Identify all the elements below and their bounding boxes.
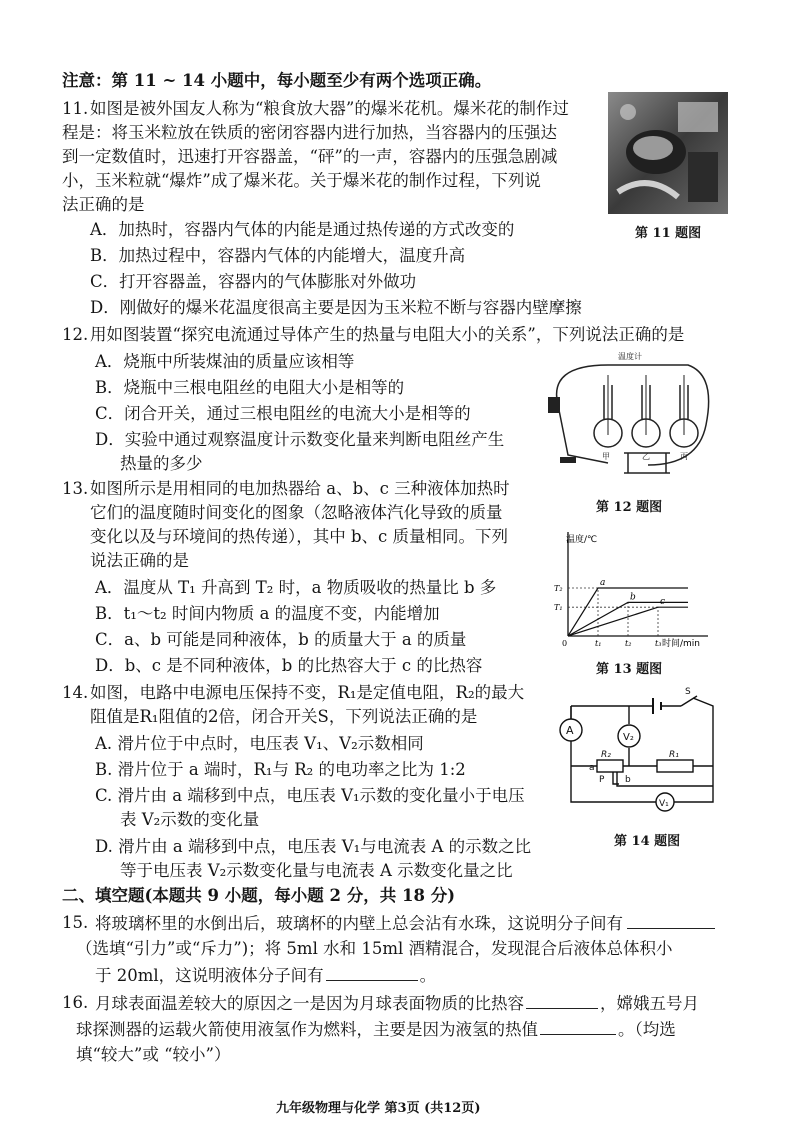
q12-option-c: C．闭合开关，通过三根电阻丝的电流大小是相等的 bbox=[95, 404, 471, 423]
q14-option-c: C. 滑片由 a 端移到中点，电压表 V₁示数的变化量小于电压 bbox=[95, 786, 525, 805]
q11-stem-line: 法正确的是 bbox=[62, 195, 145, 214]
answer-blank[interactable] bbox=[526, 992, 598, 1009]
question-number-15: 15. bbox=[62, 913, 89, 932]
q13-option-a: A．温度从 T₁ 升高到 T₂ 时，a 物质吸收的热量比 b 多 bbox=[95, 578, 497, 597]
q13-stem-line: 变化以及与环境间的热传递），其中 b、c 质量相同。下列 bbox=[90, 527, 509, 546]
popcorn-machine-photo bbox=[608, 92, 728, 214]
switch-s-label: S bbox=[685, 687, 691, 697]
q11-option-a: A．加热时，容器内气体的内能是通过热传递的方式改变的 bbox=[90, 220, 515, 239]
series-label-a: a bbox=[600, 578, 606, 588]
series-label-b: b bbox=[630, 592, 636, 603]
figure-caption-12: 第 12 题图 bbox=[596, 500, 663, 515]
voltmeter-v1-label: V₁ bbox=[659, 799, 669, 809]
q13-stem-line: 它们的温度随时间变化的图象（忽略液体汽化导致的质量 bbox=[90, 503, 503, 522]
q11-stem-line: 程是：将玉米粒放在铁质的密闭容器内进行加热，当容器内的压强达 bbox=[62, 123, 557, 142]
slider-p-label: P bbox=[599, 775, 605, 785]
note-line: 注意：第 11 ~ 14 小题中，每小题至少有两个选项正确。 bbox=[62, 71, 492, 90]
q14-stem-line: 阻值是R₁阻值的2倍，闭合开关S，下列说法正确的是 bbox=[90, 707, 478, 726]
answer-blank[interactable] bbox=[540, 1018, 616, 1035]
figure-caption-13: 第 13 题图 bbox=[596, 662, 663, 677]
q15-line: （选填“引力”或“斥力”)；将 5ml 水和 15ml 酒精混合，发现混合后液体总体积小 bbox=[76, 939, 673, 958]
q12-stem-line: 用如图装置“探究电流通过导体产生的热量与电阻大小的关系”，下列说法正确的是 bbox=[90, 325, 685, 344]
temperature-time-chart bbox=[552, 522, 714, 650]
q11-option-b: B．加热过程中，容器内气体的内能增大，温度升高 bbox=[90, 246, 466, 265]
series-label-c: c bbox=[660, 597, 666, 608]
q12-option-b: B．烧瓶中三根电阻丝的电阻大小是相等的 bbox=[95, 378, 405, 397]
section-heading-fill-in: 二、填空题(本题共 9 小题，每小题 2 分，共 18 分) bbox=[62, 886, 456, 905]
q12-option-d: D．实验中通过观察温度计示数变化量来判断电阻丝产生 bbox=[95, 430, 505, 449]
q13-option-b: B．t₁～t₂ 时间内物质 a 的温度不变，内能增加 bbox=[95, 604, 440, 623]
q13-stem-line: 如图所示是用相同的电加热器给 a、b、c 三种液体加热时 bbox=[90, 479, 510, 498]
q11-option-c: C．打开容器盖，容器内的气体膨胀对外做功 bbox=[90, 272, 417, 291]
label-thermometer: 温度计 bbox=[618, 352, 642, 361]
q11-stem-line: 如图是被外国友人称为“粮食放大器”的爆米花机。爆米花的制作过 bbox=[90, 99, 569, 118]
q11-option-d: D．刚做好的爆米花温度很高主要是因为玉米粒不断与容器内壁摩擦 bbox=[90, 298, 582, 317]
question-number-11: 11. bbox=[62, 99, 89, 118]
q11-stem-line: 小，玉米粒就“爆炸”成了爆米花。关于爆米花的制作过程，下列说 bbox=[62, 171, 541, 190]
q11-stem-line: 到一定数值时，迅速打开容器盖，“砰”的一声，容器内的压强急剧减 bbox=[62, 147, 558, 166]
x-tick-label: t₂ bbox=[625, 639, 632, 648]
voltmeter-v2-label: V₂ bbox=[623, 732, 634, 743]
answer-blank[interactable] bbox=[627, 912, 715, 929]
q14-option-b: B. 滑片位于 a 端时，R₁与 R₂ 的电功率之比为 1:2 bbox=[95, 760, 466, 779]
x-tick-label: 0 bbox=[562, 639, 568, 648]
figure-caption-14: 第 14 题图 bbox=[614, 834, 681, 849]
q15-line: 将玻璃杯里的水倒出后，玻璃杯的内壁上总会沾有水珠，这说明分子间有 bbox=[95, 912, 715, 935]
q16-line: 填“较大”或 “较小”） bbox=[76, 1045, 231, 1064]
heating-flasks-circuit-diagram bbox=[538, 345, 718, 483]
y-tick-label: T₂ bbox=[554, 584, 563, 593]
label-jia: 甲 bbox=[602, 452, 610, 461]
q13-stem-line: 说法正确的是 bbox=[90, 551, 189, 570]
q14-option-a: A. 滑片位于中点时，电压表 V₁、V₂示数相同 bbox=[95, 734, 424, 753]
q12-option-a: A．烧瓶中所装煤油的质量应该相等 bbox=[95, 352, 355, 371]
y-tick-label: T₁ bbox=[554, 603, 563, 613]
question-number-13: 13. bbox=[62, 479, 89, 498]
q13-option-c: C．a、b 可能是同种液体，b 的质量大于 a 的质量 bbox=[95, 630, 467, 649]
q14-option-d: D. 滑片由 a 端移到中点，电压表 V₁与电流表 A 的示数之比 bbox=[95, 837, 532, 856]
q14-stem-line: 如图，电路中电源电压保持不变，R₁是定值电阻，R₂的最大 bbox=[90, 683, 525, 702]
label-bing: 丙 bbox=[680, 452, 688, 461]
resistor-r2-label: R₂ bbox=[601, 750, 611, 760]
label-yi: 乙 bbox=[642, 452, 650, 461]
figure-caption-11: 第 11 题图 bbox=[635, 226, 702, 241]
q14-option-c-cont: 表 V₂示数的变化量 bbox=[120, 810, 260, 829]
ammeter-label: A bbox=[566, 724, 574, 737]
q12-option-d-cont: 热量的多少 bbox=[120, 454, 203, 473]
x-tick-label: t₁ bbox=[595, 639, 602, 648]
terminal-b-label: b bbox=[625, 775, 631, 785]
question-number-16: 16. bbox=[62, 993, 89, 1012]
q16-line: 球探测器的运载火箭使用液氢作为燃料，主要是因为液氢的热值 。（均选 bbox=[76, 1020, 676, 1039]
q16-line: 月球表面温差较大的原因之一是因为月球表面物质的比热容 ，嫦娥五号月 bbox=[95, 994, 699, 1013]
question-number-14: 14. bbox=[62, 683, 89, 702]
q14-option-d-cont: 等于电压表 V₂示数变化量与电流表 A 示数变化量之比 bbox=[120, 861, 513, 880]
question-number-12: 12. bbox=[62, 325, 89, 344]
x-tick-label: t₃ bbox=[655, 639, 662, 648]
q13-option-d: D．b、c 是不同种液体，b 的比热容大于 c 的比热容 bbox=[95, 656, 483, 675]
terminal-a-label: a bbox=[589, 763, 595, 773]
resistor-r1-label: R₁ bbox=[669, 750, 679, 760]
page-footer: 九年级物理与化学 第3页 (共12页) bbox=[276, 1101, 481, 1116]
x-axis-label: 时间/min bbox=[662, 639, 701, 649]
voltmeter-ammeter-circuit-diagram bbox=[553, 686, 719, 822]
y-axis-label: 温度/℃ bbox=[566, 535, 598, 545]
answer-blank[interactable] bbox=[326, 964, 418, 981]
q15-line: 于 20ml，这说明液体分子间有 。 bbox=[95, 966, 437, 985]
